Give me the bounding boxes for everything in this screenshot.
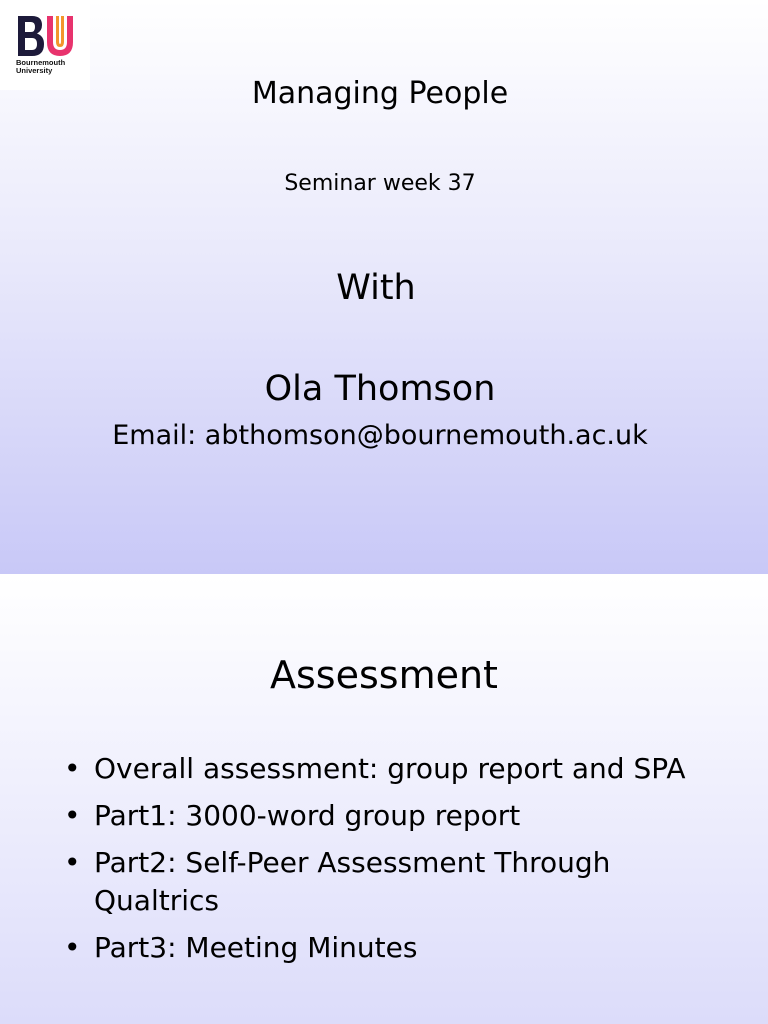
bullet-icon: • bbox=[64, 931, 81, 964]
logo-text-line2: University bbox=[16, 66, 53, 75]
seminar-subtitle: Seminar week 37 bbox=[284, 171, 476, 196]
presenter-name: Ola Thomson bbox=[264, 369, 496, 409]
assessment-title: Assessment bbox=[270, 653, 498, 697]
bullet-text: Part1: 3000-word group report bbox=[94, 799, 521, 832]
logo-text-line1: Bournemouth bbox=[16, 58, 66, 67]
bullet-text: Part2: Self-Peer Assessment Through Qualtrics bbox=[94, 846, 611, 917]
bullet-item bbox=[64, 929, 744, 967]
presenter-email: Email: abthomson@bournemouth.ac.uk bbox=[112, 420, 648, 451]
bullet-text: Part3: Meeting Minutes bbox=[94, 931, 418, 964]
assessment-bullet-list bbox=[64, 750, 744, 976]
bullet-item bbox=[64, 750, 744, 788]
bullet-text: Overall assessment: group report and SPA bbox=[94, 752, 686, 785]
bullet-item bbox=[64, 797, 744, 835]
bullet-icon: • bbox=[64, 799, 81, 832]
bu-logo-icon bbox=[16, 14, 76, 58]
with-text: With bbox=[336, 268, 416, 308]
slide-title-text: Managing People bbox=[251, 76, 509, 111]
bullet-icon: • bbox=[64, 846, 81, 879]
bullet-icon: • bbox=[64, 752, 81, 785]
bullet-item bbox=[64, 844, 744, 920]
